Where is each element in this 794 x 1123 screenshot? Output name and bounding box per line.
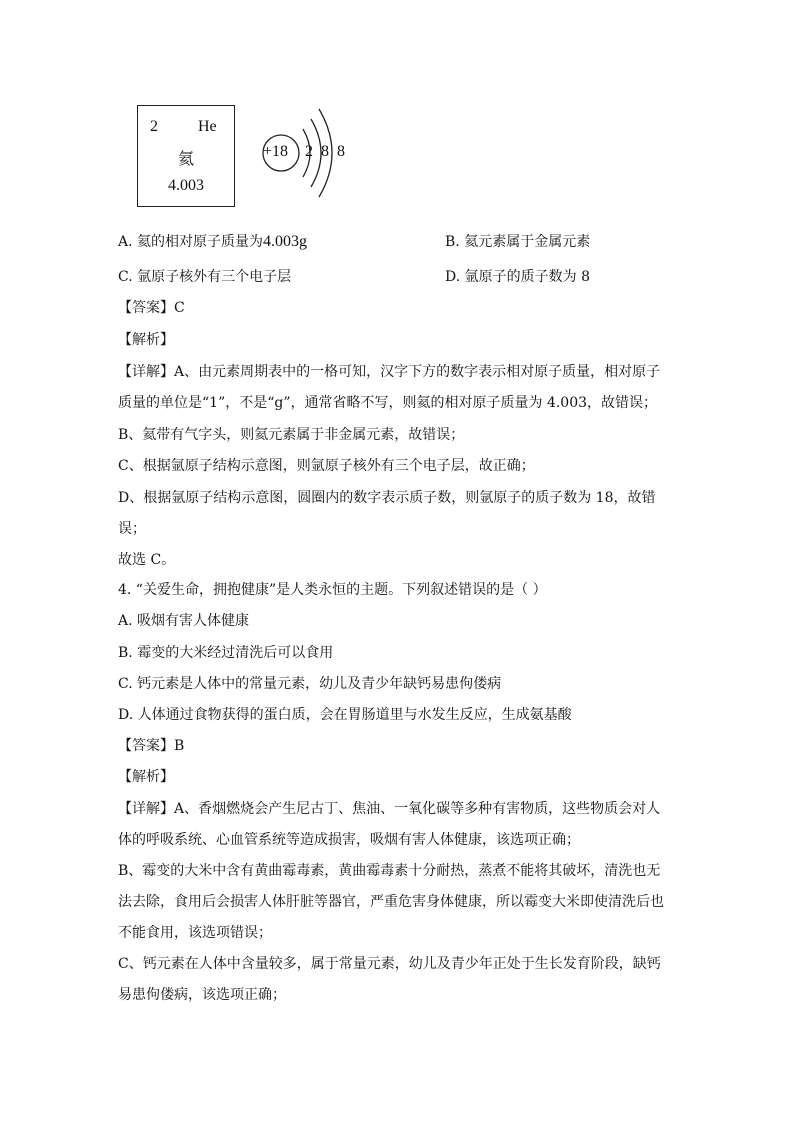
- text-line: 【详解】A、由元素周期表中的一格可知，汉字下方的数字表示相对原子质量，相对原子: [118, 364, 661, 380]
- text-line: C、根据氩原子结构示意图，则氩原子核外有三个电子层，故正确；: [118, 458, 535, 474]
- text-line: 【详解】A、香烟燃烧会产生尼古丁、焦油、一氧化碳等多种有害物质，这些物质会对人: [118, 801, 661, 817]
- text-line: 易患佝偻病，该选项正确；: [118, 987, 286, 1003]
- text-line: C、钙元素在人体中含量较多，属于常量元素，幼儿及青少年正处于生长发育阶段，缺钙: [118, 956, 661, 972]
- text-line: 法去除，食用后会损害人体肝脏等器官，严重危害身体健康，所以霉变大米即使清洗后也: [118, 894, 664, 910]
- shell-2-electrons: 8: [321, 143, 329, 160]
- text-line: 不能食用，该选项错误；: [118, 925, 272, 941]
- option-a: A. 氦的相对原子质量为4.003g: [118, 233, 308, 250]
- answer-line: 【答案】C: [118, 300, 185, 316]
- text-line: 体的呼吸系统、心血管系统等造成损害，吸烟有害人体健康，该选项正确；: [118, 832, 580, 848]
- element-name: 氦: [177, 149, 194, 168]
- analysis-heading: 【解析】: [118, 769, 174, 785]
- option-b: B. 氦元素属于金属元素: [445, 234, 591, 250]
- answer-line: 【答案】B: [118, 738, 185, 754]
- nucleus-charge: +18: [263, 143, 289, 160]
- question-option: D. 人体通过食物获得的蛋白质，会在胃肠道里与水发生反应，生成氨基酸: [118, 707, 572, 723]
- text-line: B、氦带有气字头，则氦元素属于非金属元素，故错误；: [118, 427, 465, 443]
- question-option: C. 钙元素是人体中的常量元素，幼儿及青少年缺钙易患佝偻病: [118, 676, 502, 692]
- atomic-number: 2: [150, 118, 158, 135]
- question-option: B. 霉变的大米经过清洗后可以食用: [118, 645, 334, 661]
- shell-1-electrons: 2: [305, 143, 313, 160]
- element-symbol: He: [198, 118, 217, 135]
- option-c: C. 氩原子核外有三个电子层: [118, 269, 292, 285]
- atomic-mass: 4.003: [168, 177, 204, 194]
- atomic-structure-diagram: [255, 105, 355, 200]
- text-line: B、霉变的大米中含有黄曲霉毒素，黄曲霉毒素十分耐热，蒸煮不能将其破坏，清洗也无: [118, 863, 661, 879]
- text-line: 质量的单位是“1”，不是“g”，通常省略不写，则氦的相对原子质量为 4.003，故错误；: [118, 395, 658, 411]
- text-line: D、根据氩原子结构示意图，圆圈内的数字表示质子数，则氩原子的质子数为 18，故错: [118, 490, 656, 506]
- option-d: D. 氩原子的质子数为 8: [445, 269, 590, 285]
- text-line: 故选 C。: [118, 552, 176, 568]
- question-stem: 4. “关爱生命，拥抱健康”是人类永恒的主题。下列叙述错误的是（ ）: [118, 582, 547, 598]
- shell-3-electrons: 8: [337, 143, 345, 160]
- periodic-table-tile: [137, 105, 235, 207]
- text-line: 误；: [118, 521, 146, 537]
- analysis-heading: 【解析】: [118, 332, 174, 348]
- question-option: A. 吸烟有害人体健康: [118, 613, 250, 629]
